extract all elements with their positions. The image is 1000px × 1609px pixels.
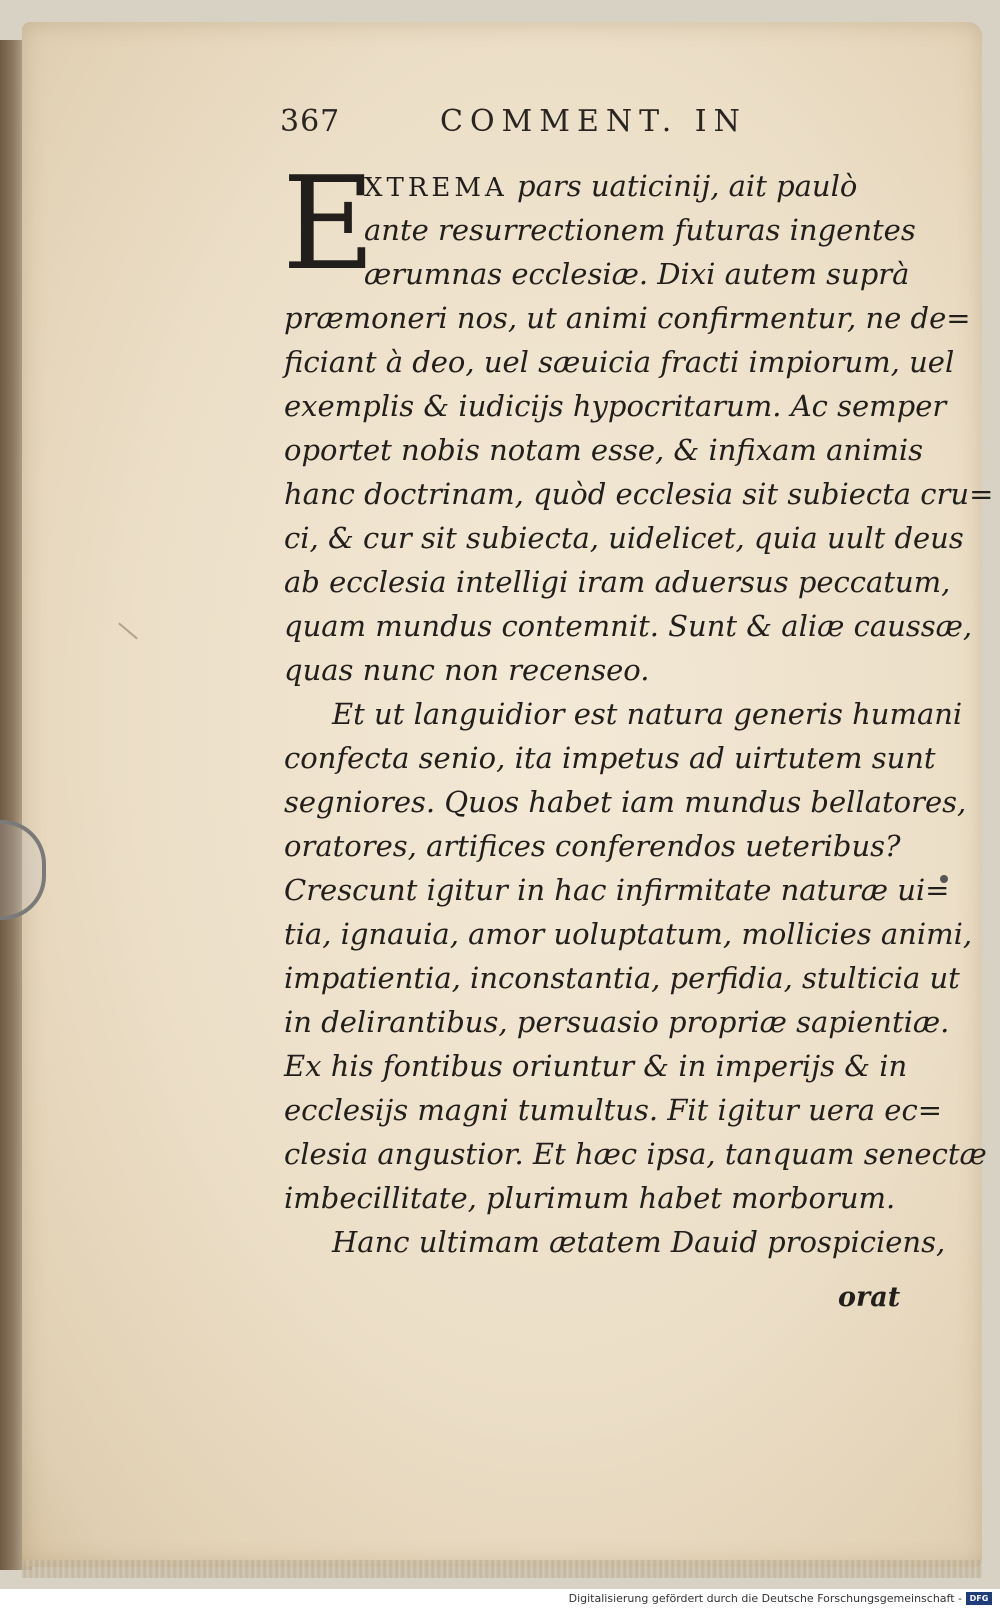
text-line (284, 296, 971, 340)
line-text: tia, ignauia, amor uoluptatum, mollicies animi, (284, 917, 973, 951)
text-line (284, 1044, 924, 1088)
dfg-logo: DFG (966, 1592, 992, 1605)
text-line (284, 1176, 924, 1220)
catchword: orat (838, 1282, 901, 1313)
line-text: Crescunt igitur in hac infirmitate naturæ ui= (284, 873, 950, 907)
line-text: exemplis & iudicijs hypocritarum. Ac semper (284, 389, 947, 423)
text-line (284, 912, 973, 956)
line-text: ci, & cur sit subiecta, uidelicet, quia uult deus (284, 521, 964, 555)
page-header (280, 102, 750, 146)
opening-capitals: XTREMA (364, 173, 508, 203)
line-text: oportet nobis notam esse, & infixam animis (284, 433, 924, 467)
text-line (284, 472, 994, 516)
page-number: 367 (280, 104, 341, 139)
text-line (284, 1132, 987, 1176)
text-line (284, 208, 924, 252)
text-line (284, 560, 951, 604)
line-text: Ex his fontibus oriuntur & in imperijs & in (284, 1049, 908, 1083)
line-text: segniores. Quos habet iam mundus bellatores, (284, 785, 967, 819)
text-line (284, 1088, 942, 1132)
line-text: oratores, artifices conferendos ueteribus? (284, 829, 901, 863)
line-text: Et ut languidior est natura generis humani (332, 697, 963, 731)
text-line (284, 868, 950, 912)
line-text: confecta senio, ita impetus ad uirtutem sunt (284, 741, 936, 775)
text-line (284, 428, 924, 472)
page-edges (22, 1560, 982, 1578)
line-text: quas nunc non recenseo. (284, 653, 650, 687)
text-line (284, 648, 924, 692)
text-line (284, 1000, 950, 1044)
line-text: ecclesijs magni tumultus. Fit igitur uera ec= (284, 1093, 942, 1127)
credit-text: Digitalisierung gefördert durch die Deutsche Forschungsgemeinschaft - (568, 1592, 962, 1605)
text-line (284, 252, 924, 296)
drop-cap: E (282, 150, 376, 299)
text-line (284, 340, 955, 384)
text-line (284, 604, 973, 648)
text-line (284, 384, 947, 428)
text-line (284, 1220, 946, 1264)
text-line (284, 164, 924, 208)
line-text: impatientia, inconstantia, perfidia, stulticia ut (284, 961, 960, 995)
line-text: hanc doctrinam, quòd ecclesia sit subiecta cru= (284, 477, 994, 511)
line-text: ab ecclesia intelligi iram aduersus peccatum, (284, 565, 951, 599)
line-text: ante resurrectionem futuras ingentes (364, 213, 916, 247)
line-text: ærumnas ecclesiæ. Dixi autem suprà (364, 257, 910, 291)
text-line (284, 780, 967, 824)
text-line (284, 824, 924, 868)
body-text (282, 150, 994, 1264)
text-line (284, 692, 963, 736)
text-line (284, 516, 964, 560)
text-line (284, 956, 960, 1000)
text-line (284, 736, 936, 780)
line-text: imbecillitate, plurimum habet morborum. (284, 1181, 896, 1215)
line-text: clesia angustior. Et hæc ipsa, tanquam senectæ (284, 1137, 987, 1171)
line-text: præmoneri nos, ut animi confirmentur, ne de= (284, 301, 971, 335)
running-head: COMMENT. IN (440, 104, 747, 139)
line-text: ficiant à deo, uel sæuicia fracti impiorum, uel (284, 345, 955, 379)
line-text: in delirantibus, persuasio propriæ sapientiæ. (284, 1005, 950, 1039)
digitization-credit-bar (0, 1589, 1000, 1609)
line-text: quam mundus contemnit. Sunt & aliæ caussæ, (284, 609, 973, 643)
line-text: pars uaticinij, ait paulò (507, 169, 858, 203)
line-text: Hanc ultimam ætatem Dauid prospiciens, (332, 1225, 946, 1259)
